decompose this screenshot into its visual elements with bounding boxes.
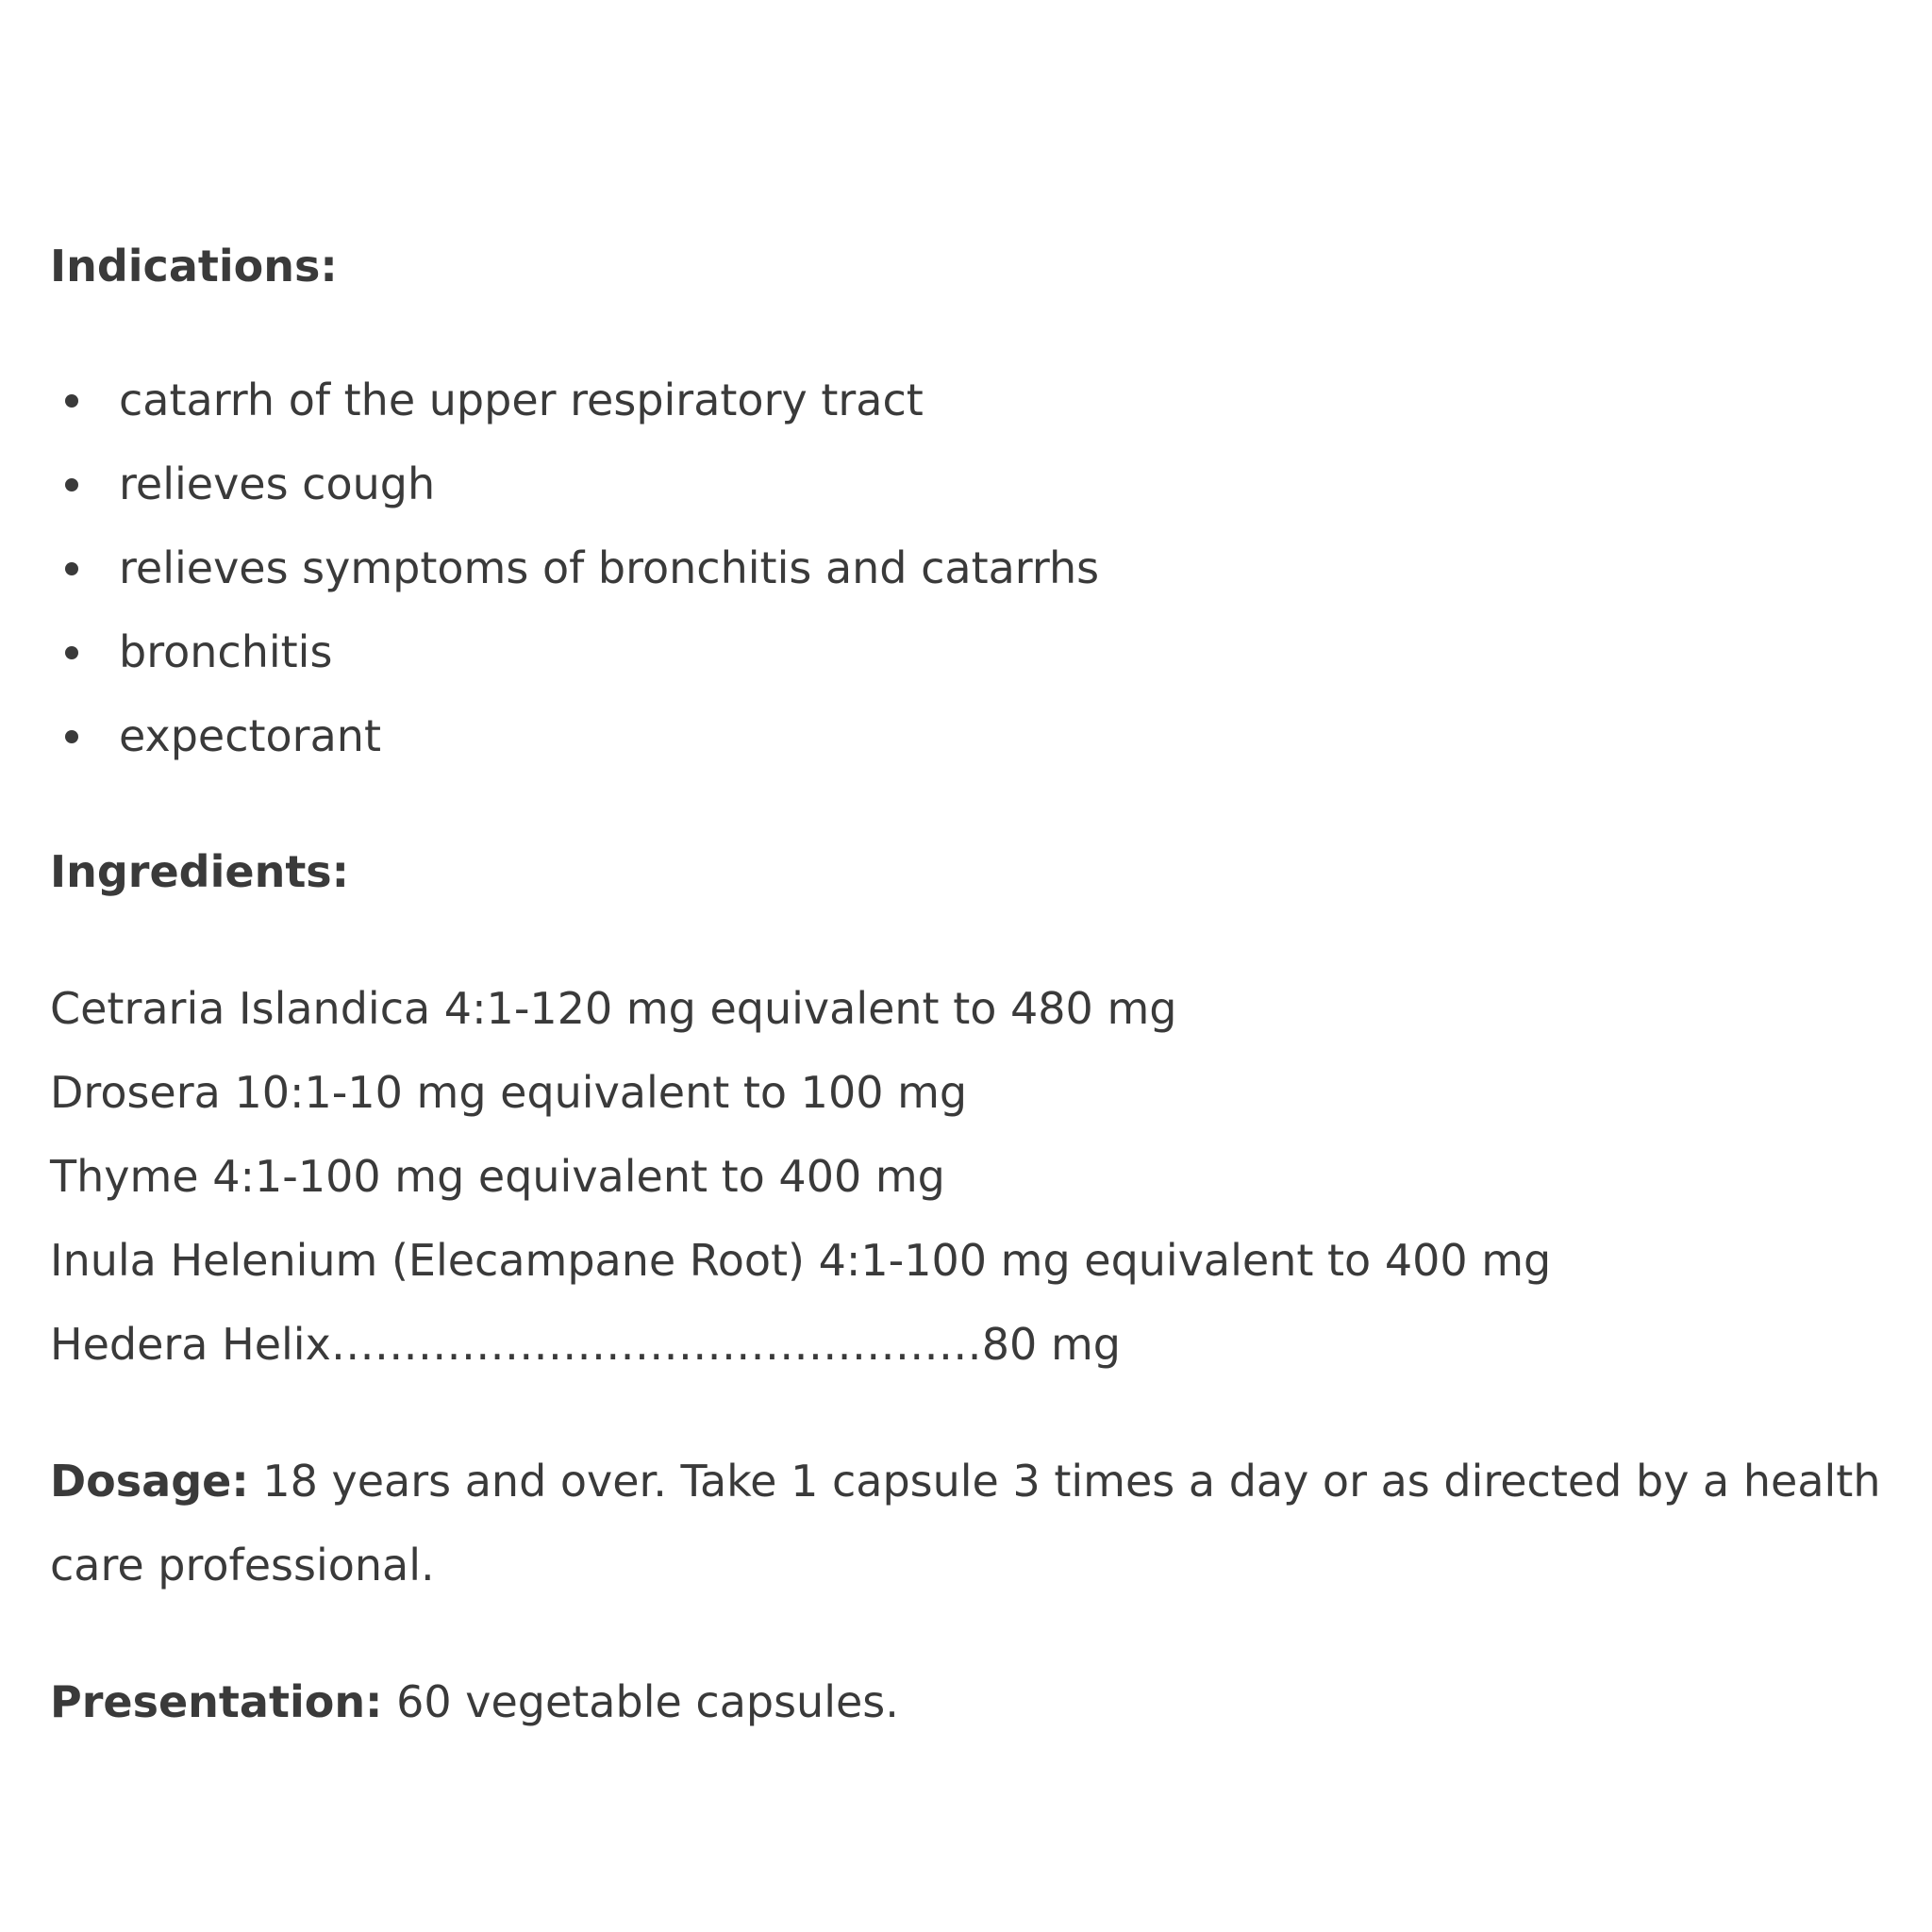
ingredient-line: Cetraria Islandica 4:1-120 mg equivalent to 480 mg [50, 983, 1177, 1034]
ingredient-line: Thyme 4:1-100 mg equivalent to 400 mg [50, 1151, 945, 1202]
bullet-icon [65, 478, 78, 491]
list-item [50, 442, 1899, 526]
indication-text: relieves symptoms of bronchitis and catarrhs [119, 542, 1100, 593]
ingredients-list [50, 967, 1899, 1387]
ingredient-line: Inula Helenium (Elecampane Root) 4:1-100 mg equivalent to 400 mg [50, 1235, 1552, 1286]
indication-text: relieves cough [119, 458, 436, 509]
list-item [50, 526, 1899, 610]
indications-heading: Indications: [50, 241, 338, 291]
bullet-icon [65, 562, 78, 575]
ingredient-line: Hedera Helix………………………………………80 mg [50, 1319, 1121, 1370]
list-item [50, 610, 1899, 694]
indications-list [50, 358, 1899, 778]
bullet-icon [65, 730, 78, 743]
list-item [50, 694, 1899, 778]
list-item [50, 358, 1899, 442]
dosage-paragraph [50, 1440, 1899, 1607]
bullet-icon [65, 394, 78, 408]
ingredient-line: Drosera 10:1-10 mg equivalent to 100 mg [50, 1067, 968, 1118]
presentation-paragraph [50, 1660, 1899, 1744]
indication-text: bronchitis [119, 626, 333, 677]
dosage-label: Dosage: [50, 1456, 249, 1507]
indication-text: expectorant [119, 710, 381, 761]
bullet-icon [65, 646, 78, 659]
dosage-text: 18 years and over. Take 1 capsule 3 times a day or as directed by a health care professional. [50, 1456, 1881, 1591]
presentation-text: 60 vegetable capsules. [382, 1676, 899, 1727]
ingredients-heading: Ingredients: [50, 846, 350, 897]
indication-text: catarrh of the upper respiratory tract [119, 375, 924, 425]
presentation-label: Presentation: [50, 1676, 383, 1727]
product-description [50, 225, 1899, 1744]
